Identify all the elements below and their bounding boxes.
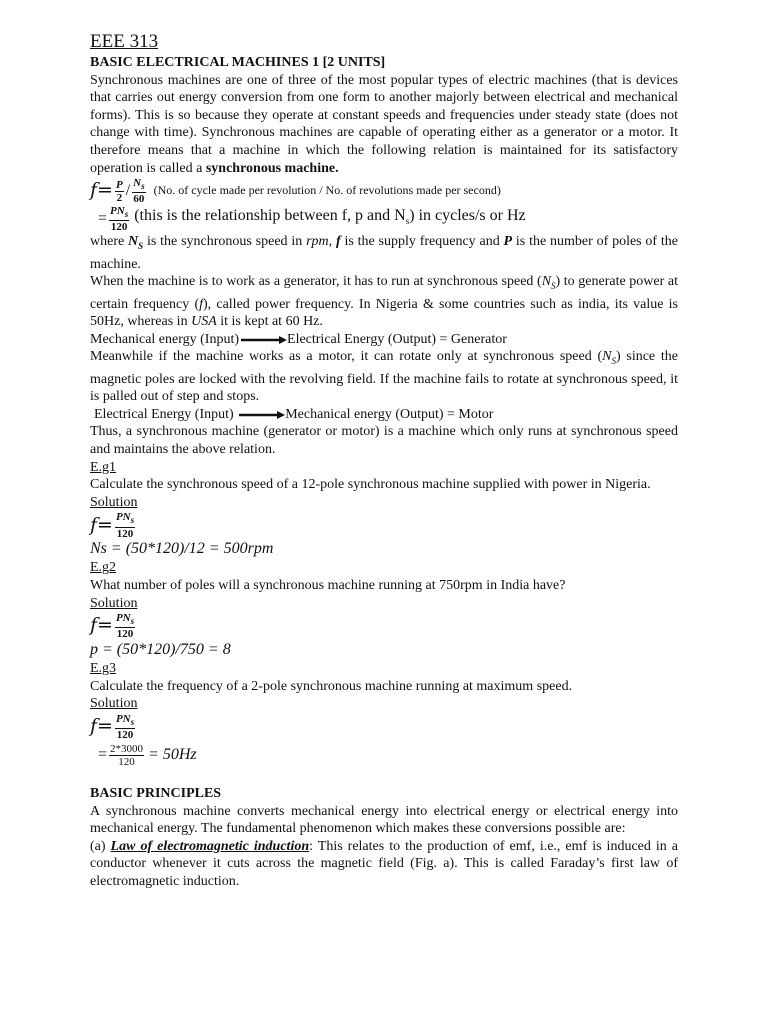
example-3-formula: f= $\frac{PN_s}{120}$ [90,712,135,742]
thus-paragraph: Thus, a synchronous machine (generator or motor) is a machine which only runs at synchronous speed and maintains the above relation. [90,424,678,458]
example-2-label: E.g2 [90,560,117,576]
fraction-denominator: 120 [110,221,128,234]
formula-equals: = [98,210,108,228]
fraction-denominator: 60 [133,193,145,206]
formula-line-2 [90,205,678,233]
example-1-solution-label: Solution [90,494,138,510]
formula-f: f= [90,179,113,202]
fraction-numerator: $N_s$ [133,177,145,192]
example-1-formula: f= $\frac{PN_s}{120}$ [90,511,135,540]
example-1-label: E.g1 [90,459,117,475]
fraction-pns-over-120: $\frac{PN_s}{120}$ [115,511,135,540]
example-2-answer: p = (50*120)/750 = 8 [90,641,231,659]
fraction-numerator: P [115,178,123,191]
example-2-formula: f= $\frac{PN_s}{120}$ [90,612,135,641]
fraction-pns-over-120 [109,205,129,233]
generator-flow-output: Electrical Energy (Output) = Generator [287,331,507,347]
example-3-calculation: = $\frac{2*3000}{120}$ = 50Hz [98,742,197,768]
example-3-question: Calculate the frequency of a 2-pole synchronous machine running at maximum speed. [90,678,573,694]
motor-paragraph: Meanwhile if the machine works as a motor, it can rotate only at synchronous speed $(N_S)$ since the magnetic poles are locked with the revolving field. If the machine fails to rotate at synchronous speed, it is palled out of step and stops. [90,349,678,405]
right-arrow-icon [239,335,287,345]
example-3-answer: = 50Hz [148,746,197,764]
example-2-solution-label: Solution [90,595,138,611]
principle-item-a: (a) Law of electromagnetic induction: This relates to the production of emf, i.e., emf is induced in a conductor whenever it cuts across the magnetic field (Fig. a). This is called Faraday’s first law of electromagnetic induction. [90,838,678,889]
formula-note: (No. of cycle made per revolution / No. of revolutions made per second) [153,183,501,198]
example-2-question: What number of poles will a synchronous machine running at 750rpm in India have? [90,578,566,594]
motor-flow-input: Electrical Energy (Input) [94,406,234,422]
section-heading: BASIC PRINCIPLES [90,786,222,802]
principles-paragraph: A synchronous machine converts mechanical energy into electrical energy or electrical energy into mechanical energy. The fundamental phenomenon which makes these conversions possible are: [90,803,678,837]
fraction-pns-over-120: $\frac{PN_s}{120}$ [115,612,135,641]
example-1-question: Calculate the synchronous speed of a 12-pole synchronous machine supplied with power in Nigeria. [90,477,651,493]
document-content [90,30,678,891]
right-arrow-icon [237,410,285,420]
formula-slash: / [125,182,131,200]
example-1-answer: Ns = (50*120)/12 = 500rpm [90,540,274,558]
formula-line-1 [90,177,678,205]
motor-flow-output: Mechanical energy (Output) = Motor [285,406,494,422]
motor-flow [94,406,678,424]
generator-flow [90,331,678,349]
fraction-p-over-2 [115,179,124,204]
course-code: EEE 313 [90,31,159,52]
generator-paragraph: When the machine is to work as a generator, it has to run at synchronous speed $(N_S)$ to generate power at certain frequency (f), called power frequency. In Nigeria & some countries such as india, its value is 50Hz, whereas in USA it is kept at 60 Hz. [90,274,678,330]
fraction-numerator: $PN_s$ [110,205,129,220]
course-title: BASIC ELECTRICAL MACHINES 1 [2 UNITS] [90,55,386,70]
formula-relation: (this is the relationship between f, p and $N_s$) in cycles/s or Hz [134,207,526,227]
where-paragraph: where $N_S$ is the synchronous speed in rpm, f is the supply frequency and P is the number of poles of the machine. [90,234,679,272]
example-3-label: E.g3 [90,661,117,677]
fraction-pns-over-120: $\frac{PN_s}{120}$ [115,712,135,742]
example-3-solution-label: Solution [90,696,138,712]
intro-paragraph [90,72,678,178]
intro-text: Synchronous machines are one of three of the most popular types of electric machines (that is devices that carries out energy conversion from one form to another majorly between electrical and mechanical forms). This is so because they operate at constant speeds and frequencies under steady state (does not change with time). Synchronous machines are capable of operating either as a generator or a motor. It therefore means that a machine in which the following relation is maintained for its satisfactory operation is called a [90,72,678,176]
fraction-calculation: $\frac{2*3000}{120}$ [110,742,144,768]
intro-bold: synchronous machine. [205,160,339,176]
fraction-denominator: 2 [116,191,123,204]
fraction-ns-over-60 [132,177,145,205]
generator-flow-input: Mechanical energy (Input) [90,331,240,347]
